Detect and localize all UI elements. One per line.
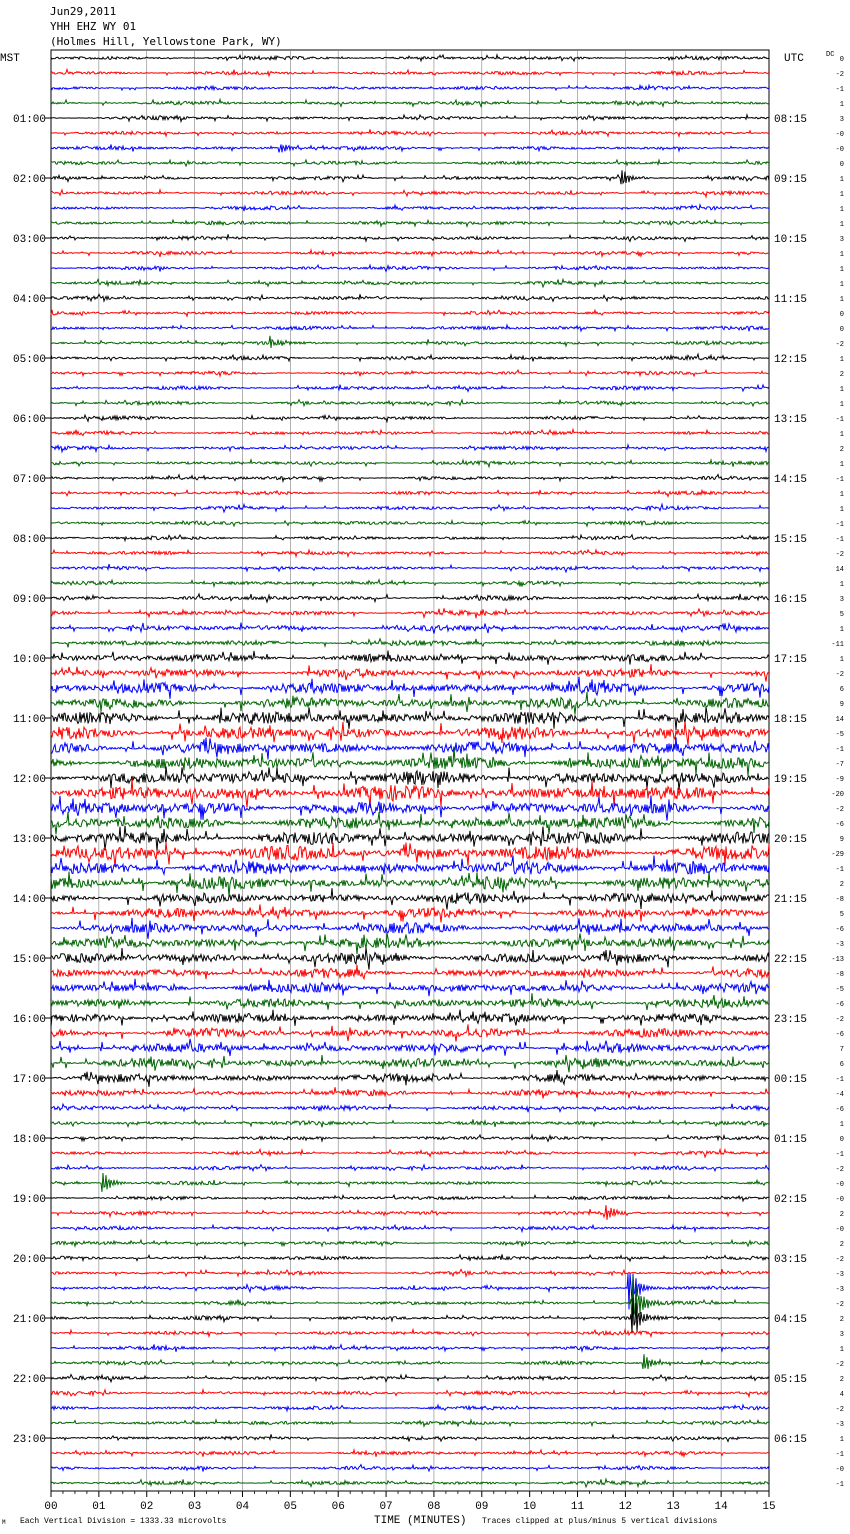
dc-offset-label: 2 [839, 881, 844, 889]
dc-offset-label: 1 [839, 206, 844, 214]
trace-line [51, 842, 769, 867]
dc-offset-label: 1 [839, 296, 844, 304]
dc-offset-label: 1 [839, 221, 844, 229]
trace-line [51, 1087, 769, 1098]
trace-line [51, 1104, 769, 1112]
dc-offset-label: 2 [839, 1211, 844, 1219]
trace-line [51, 310, 769, 316]
trace-line [51, 1240, 769, 1246]
dc-offset-label: 1 [839, 266, 844, 274]
dc-offset-label: 1 [839, 401, 844, 409]
trace-line [51, 722, 769, 746]
mst-hour-label: 23:00 [13, 1434, 47, 1446]
utc-hour-label: 23:15 [774, 1014, 808, 1026]
utc-hour-label: 16:15 [774, 594, 808, 606]
dc-offset-label: -2 [835, 1016, 844, 1024]
utc-hour-label: 06:15 [774, 1434, 808, 1446]
dc-offset-label: -1 [835, 536, 844, 544]
x-tick-label: 13 [666, 1501, 680, 1513]
trace-line [51, 707, 769, 730]
trace-line [51, 933, 769, 954]
dc-offset-label: -2 [835, 1256, 844, 1264]
trace-line [51, 535, 769, 541]
dc-offset-label: -1 [835, 746, 844, 754]
dc-offset-label: -3 [835, 941, 844, 949]
trace-line [51, 1479, 769, 1487]
trace-line [51, 85, 769, 90]
trace-line [51, 651, 769, 665]
trace-line [51, 623, 769, 634]
utc-hour-label: 14:15 [774, 474, 808, 486]
x-tick-label: 01 [92, 1501, 106, 1513]
mst-hour-label: 01:00 [13, 114, 47, 126]
trace-line [51, 948, 769, 970]
trace-line [51, 1055, 769, 1072]
dc-offset-label: -3 [835, 1271, 844, 1279]
dc-offset-label: 1 [839, 176, 844, 184]
trace-line [51, 580, 769, 587]
dc-offset-label: 5 [839, 911, 844, 919]
dc-offset-label: -5 [835, 731, 844, 739]
trace-line [51, 99, 769, 106]
x-tick-label: 03 [187, 1501, 202, 1513]
dc-offset-label: -6 [835, 1001, 844, 1009]
trace-line [51, 918, 769, 939]
dc-offset-label: 5 [839, 611, 844, 619]
x-tick-label: 12 [618, 1501, 633, 1513]
dc-offset-label: 4 [839, 1391, 844, 1399]
trace-line [51, 170, 769, 184]
trace-line [51, 1024, 769, 1041]
trace-line [51, 1039, 769, 1056]
trace-line [51, 1195, 769, 1201]
utc-hour-label: 08:15 [774, 114, 808, 126]
dc-offset-label: 6 [839, 1061, 844, 1069]
dc-offset-label: 1 [839, 1436, 844, 1444]
dc-offset-label: -1 [835, 1076, 844, 1084]
dc-column-label: DC [826, 51, 835, 59]
trace-line [51, 385, 769, 392]
dc-offset-label: 1 [839, 491, 844, 499]
dc-offset-label: -1 [835, 1151, 844, 1159]
utc-hour-label: 12:15 [774, 354, 808, 366]
utc-hour-label: 02:15 [774, 1194, 808, 1206]
utc-hour-label: 03:15 [774, 1254, 808, 1266]
mst-hour-label: 09:00 [13, 594, 47, 606]
trace-line [51, 965, 769, 979]
trace-line [51, 904, 769, 922]
trace-line [51, 993, 769, 1010]
utc-hour-label: 20:15 [774, 834, 808, 846]
utc-hour-label: 19:15 [774, 774, 808, 786]
dc-offset-label: 1 [839, 581, 844, 589]
trace-line [51, 1149, 769, 1157]
dc-offset-label: 1 [839, 191, 844, 199]
dc-offset-label: -2 [835, 1361, 844, 1369]
mst-hour-label: 10:00 [13, 654, 47, 666]
trace-line [51, 115, 769, 122]
x-tick-label: 00 [44, 1501, 58, 1513]
mst-hour-label: 17:00 [13, 1074, 47, 1086]
dc-offset-label: 1 [839, 506, 844, 514]
trace-line [51, 234, 769, 241]
trace-line [51, 1450, 769, 1457]
x-axis-title: TIME (MINUTES) [374, 1515, 467, 1527]
mst-hour-label: 21:00 [13, 1314, 47, 1326]
dc-offset-label: 0 [839, 311, 844, 319]
axis-labels [13, 56, 844, 1513]
mst-hour-label: 22:00 [13, 1374, 47, 1386]
dc-offset-label: 0 [839, 56, 844, 64]
dc-offset-label: -6 [835, 821, 844, 829]
utc-hour-label: 11:15 [774, 294, 808, 306]
mst-hour-label: 06:00 [13, 414, 47, 426]
dc-offset-label: 1 [839, 626, 844, 634]
trace-line [51, 608, 769, 618]
utc-hour-label: 09:15 [774, 174, 808, 186]
trace-line [51, 370, 769, 376]
dc-offset-label: 3 [839, 1331, 844, 1339]
trace-line [51, 888, 769, 909]
dc-offset-label: 6 [839, 686, 844, 694]
trace-line [51, 1254, 769, 1261]
trace-line [51, 325, 769, 331]
trace-line [51, 677, 769, 699]
x-tick-label: 02 [140, 1501, 154, 1513]
dc-offset-label: -1 [835, 1451, 844, 1459]
dc-offset-label: -29 [831, 851, 844, 859]
mst-axis-label: MST [0, 53, 20, 65]
trace-line [51, 737, 769, 759]
dc-offset-label: 2 [839, 371, 844, 379]
mst-hour-label: 11:00 [13, 714, 47, 726]
dc-offset-label: 2 [839, 446, 844, 454]
trace-line [51, 1354, 769, 1369]
mst-hour-label: 12:00 [13, 774, 47, 786]
dc-offset-label: -3 [835, 1421, 844, 1429]
utc-hour-label: 21:15 [774, 894, 808, 906]
dc-offset-label: 3 [839, 596, 844, 604]
utc-hour-label: 01:15 [774, 1134, 808, 1146]
trace-line [51, 1375, 769, 1382]
x-tick-label: 14 [714, 1501, 728, 1513]
dc-offset-label: -6 [835, 926, 844, 934]
dc-offset-label: 1 [839, 356, 844, 364]
dc-offset-label: -8 [835, 971, 844, 979]
dc-offset-label: -6 [835, 1106, 844, 1114]
dc-offset-label: -2 [835, 806, 844, 814]
dc-offset-label: -1 [835, 521, 844, 529]
dc-offset-label: -1 [835, 866, 844, 874]
dc-offset-label: 2 [839, 1376, 844, 1384]
trace-line [51, 1269, 769, 1276]
mst-hour-label: 07:00 [13, 474, 47, 486]
mst-hour-label: 18:00 [13, 1134, 47, 1146]
mst-hour-label: 04:00 [13, 294, 47, 306]
trace-line [51, 190, 769, 197]
trace-line [51, 205, 769, 211]
trace-line [51, 336, 769, 348]
dc-offset-label: 1 [839, 251, 844, 259]
x-tick-label: 10 [523, 1501, 537, 1513]
dc-offset-label: 7 [839, 1046, 844, 1054]
dc-offset-label: -0 [835, 1196, 844, 1204]
x-tick-label: 11 [570, 1501, 585, 1513]
clip-note: Traces clipped at plus/minus 5 vertical divisions [482, 1517, 718, 1526]
trace-line [51, 1434, 769, 1441]
corner-mark: M [2, 1519, 6, 1526]
dc-offset-label: 1 [839, 1121, 844, 1129]
dc-offset-label: 1 [839, 656, 844, 664]
x-tick-label: 15 [762, 1501, 776, 1513]
dc-offset-label: 1 [839, 1346, 844, 1354]
trace-line [51, 1173, 769, 1192]
trace-line [51, 747, 769, 776]
trace-line [51, 856, 769, 875]
dc-offset-label: -1 [835, 416, 844, 424]
trace-line [51, 664, 769, 681]
dc-offset-label: 2 [839, 1241, 844, 1249]
dc-offset-label: 3 [839, 236, 844, 244]
trace-line [51, 1330, 769, 1337]
trace-line [51, 1070, 769, 1087]
mst-hour-label: 15:00 [13, 954, 47, 966]
x-tick-label: 06 [331, 1501, 345, 1513]
mst-hour-label: 20:00 [13, 1254, 47, 1266]
dc-offset-label: -20 [831, 791, 844, 799]
trace-line [51, 1465, 769, 1472]
utc-hour-label: 22:15 [774, 954, 808, 966]
dc-offset-label: -9 [835, 776, 844, 784]
trace-line [51, 265, 769, 271]
mst-hour-label: 05:00 [13, 354, 47, 366]
dc-offset-label: 1 [839, 461, 844, 469]
x-tick-label: 07 [379, 1501, 393, 1513]
trace-line [51, 160, 769, 166]
utc-axis-label: UTC [784, 53, 804, 65]
x-tick-label: 05 [283, 1501, 297, 1513]
plot-date: Jun29,2011 [50, 5, 117, 18]
trace-line [51, 1165, 769, 1171]
trace-line [51, 129, 769, 136]
utc-hour-label: 05:15 [774, 1374, 808, 1386]
trace-line [51, 1405, 769, 1411]
dc-offset-label: -7 [835, 761, 844, 769]
trace-line [51, 1205, 769, 1220]
trace-line [51, 1225, 769, 1231]
dc-offset-label: -2 [835, 1406, 844, 1414]
dc-offset-label: -0 [835, 1181, 844, 1189]
dc-offset-label: 2 [839, 1316, 844, 1324]
dc-offset-label: -2 [835, 1166, 844, 1174]
dc-offset-label: -1 [835, 1481, 844, 1489]
dc-offset-label: -0 [835, 1466, 844, 1474]
utc-hour-label: 18:15 [774, 714, 808, 726]
trace-line [51, 639, 769, 648]
trace-line [51, 1135, 769, 1141]
dc-offset-label: -13 [831, 956, 844, 964]
utc-hour-label: 15:15 [774, 534, 808, 546]
trace-line [51, 400, 769, 406]
trace-line [51, 460, 769, 467]
mst-hour-label: 14:00 [13, 894, 47, 906]
trace-line [51, 445, 769, 452]
trace-line [51, 1390, 769, 1397]
dc-offset-label: -2 [835, 71, 844, 79]
mst-hour-label: 16:00 [13, 1014, 47, 1026]
trace-line [51, 550, 769, 556]
trace-line [51, 55, 769, 61]
trace-line [51, 979, 769, 996]
trace-line [51, 871, 769, 897]
mst-hour-label: 08:00 [13, 534, 47, 546]
dc-offset-label: 1 [839, 386, 844, 394]
dc-offset-label: -2 [835, 341, 844, 349]
mst-hour-label: 13:00 [13, 834, 47, 846]
dc-offset-label: 14 [835, 566, 844, 574]
trace-line [51, 812, 769, 834]
dc-offset-label: 3 [839, 116, 844, 124]
dc-offset-label: -1 [835, 86, 844, 94]
trace-line [51, 692, 769, 714]
dc-offset-label: -0 [835, 131, 844, 139]
trace-line [51, 1119, 769, 1127]
dc-offset-label: 1 [839, 281, 844, 289]
mst-hour-label: 02:00 [13, 174, 47, 186]
trace-line [51, 250, 769, 257]
trace-line [51, 145, 769, 153]
dc-offset-label: 1 [839, 431, 844, 439]
trace-line [51, 564, 769, 572]
station-code: YHH EHZ WY 01 [50, 20, 137, 33]
trace-line [51, 778, 769, 808]
trace-line [51, 504, 769, 512]
dc-offset-label: 0 [839, 1136, 844, 1144]
dc-offset-label: 9 [839, 836, 844, 844]
trace-line [51, 354, 769, 361]
dc-offset-label: 14 [835, 716, 844, 724]
dc-offset-label: 1 [839, 101, 844, 109]
trace-line [51, 1344, 769, 1351]
utc-hour-label: 17:15 [774, 654, 808, 666]
dc-offset-label: -0 [835, 1226, 844, 1234]
dc-offset-label: -8 [835, 896, 844, 904]
trace-line [51, 1420, 769, 1427]
mst-hour-label: 19:00 [13, 1194, 47, 1206]
dc-offset-label: -2 [835, 671, 844, 679]
utc-hour-label: 00:15 [774, 1074, 808, 1086]
x-tick-label: 08 [427, 1501, 441, 1513]
dc-offset-label: -6 [835, 1031, 844, 1039]
dc-offset-label: -1 [835, 476, 844, 484]
mst-hour-label: 03:00 [13, 234, 47, 246]
x-tick-label: 04 [235, 1501, 250, 1513]
x-tick-label: 09 [475, 1501, 489, 1513]
scale-note: Each Vertical Division = 1333.33 microvolts [20, 1517, 227, 1526]
dc-offset-label: -3 [835, 1286, 844, 1294]
dc-offset-label: -4 [835, 1091, 844, 1099]
dc-offset-label: 9 [839, 701, 844, 709]
trace-line [51, 1010, 769, 1027]
dc-offset-label: -0 [835, 146, 844, 154]
dc-offset-label: -11 [831, 641, 844, 649]
dc-offset-label: 0 [839, 161, 844, 169]
trace-line [51, 69, 769, 76]
utc-hour-label: 13:15 [774, 414, 808, 426]
seismic-traces [51, 55, 769, 1487]
utc-hour-label: 04:15 [774, 1314, 808, 1326]
trace-line [51, 279, 769, 287]
dc-offset-label: -2 [835, 551, 844, 559]
station-location: (Holmes Hill, Yellowstone Park, WY) [50, 35, 282, 48]
utc-hour-label: 10:15 [774, 234, 808, 246]
trace-line [51, 415, 769, 421]
trace-line [51, 490, 769, 497]
trace-line [51, 220, 769, 226]
trace-line [51, 429, 769, 435]
dc-offset-label: 0 [839, 326, 844, 334]
trace-line [51, 294, 769, 301]
dc-offset-label: -2 [835, 1301, 844, 1309]
dc-offset-label: -5 [835, 986, 844, 994]
trace-line [51, 521, 769, 527]
trace-line [51, 475, 769, 482]
trace-line [51, 594, 769, 602]
